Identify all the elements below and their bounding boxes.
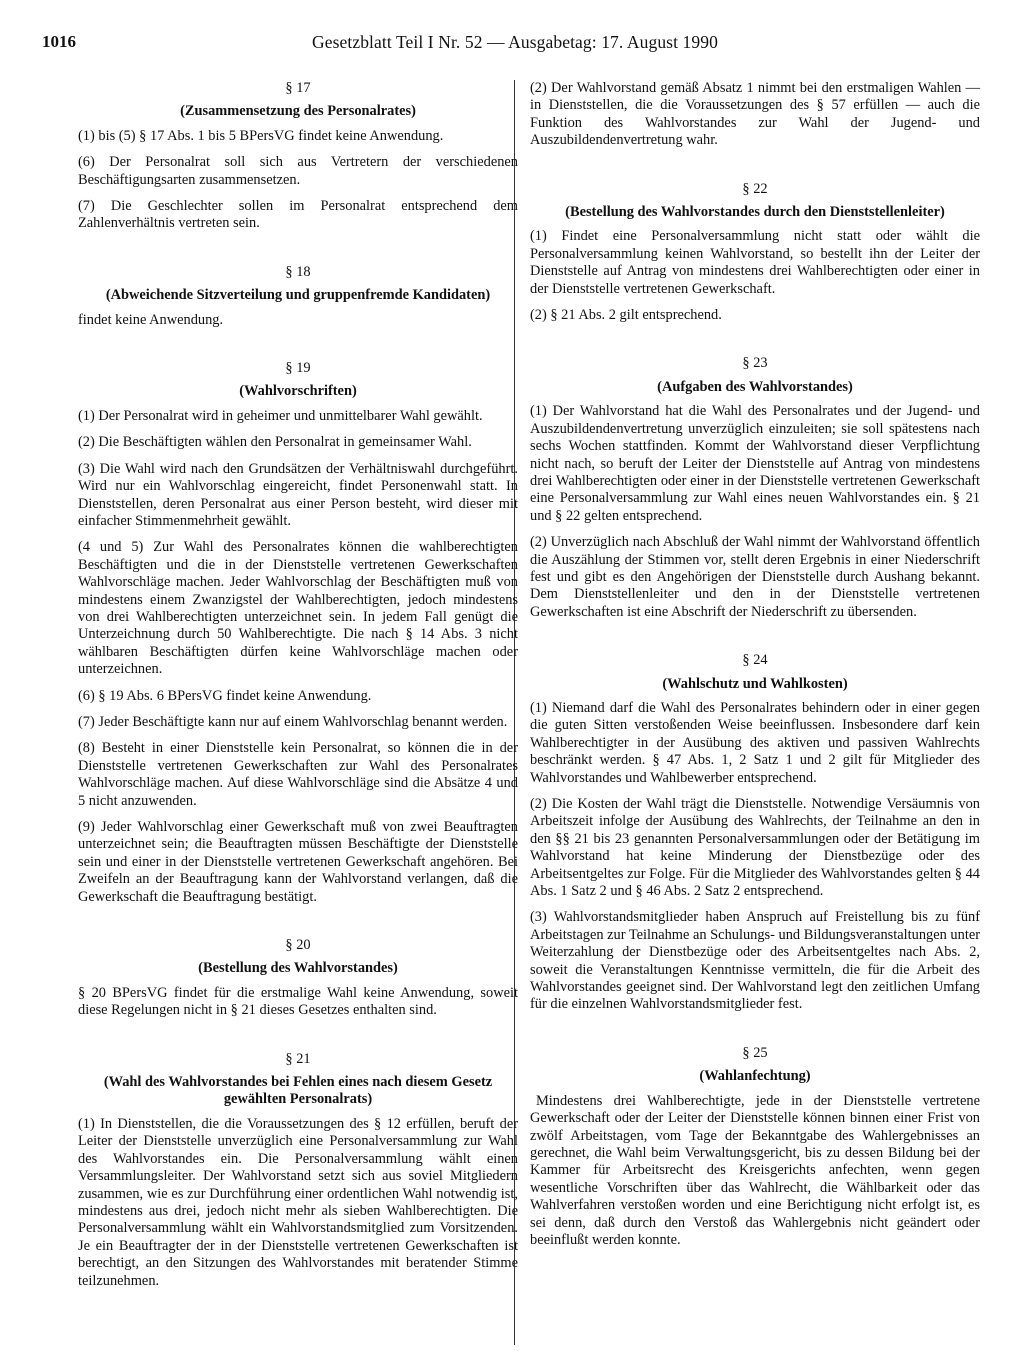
section-20 (78, 937, 518, 1020)
section-number: § 17 (285, 80, 311, 96)
paragraph: (2) Die Beschäftigten wählen den Personalrat in gemeinsamer Wahl. (78, 434, 472, 451)
section-number: § 23 (742, 355, 768, 372)
section-18 (78, 264, 518, 329)
section-number: § 24 (742, 652, 768, 669)
right-column (530, 80, 980, 1258)
page-header (42, 30, 982, 56)
paragraph: § 20 BPersVG findet für die erstmalige Wahl keine Anwendung, soweit diese Regelungen nicht in § 21 dieses Gesetzes enthalten sind. (78, 984, 518, 1019)
paragraph: (1) Findet eine Personalversammlung nicht statt oder wählt die Personalversammlung keinen Wahlvorstand, so bestellt ihn der Leiter der Dienststelle auf Antrag von mindestens drei Wahlberechtigten oder einer in der Dienststelle vertretenen Gewerkschaft. (530, 228, 980, 297)
section-22 (530, 181, 980, 325)
paragraph: (2) Unverzüglich nach Abschluß der Wahl nimmt der Wahlvorstand öffentlich die Auszählung der Stimmen vor, stellt deren Ergebnis in einer Niederschrift fest und gibt es den Angehörigen der Dienststelle durch Aushang bekannt. Dem Dienststellenleiter und den in der Dienststelle vertretenen Gewerkschaften ist eine Abschrift der Niederschrift zu übersenden. (530, 534, 980, 620)
section-title: (Bestellung des Wahlvorstandes durch den Dienststellenleiter) (565, 204, 945, 221)
section-24 (530, 652, 980, 1014)
section-23 (530, 355, 980, 621)
paragraph: (1) Der Personalrat wird in geheimer und unmittelbarer Wahl gewählt. (78, 407, 483, 424)
paragraph: (8) Besteht in einer Dienststelle kein Personalrat, so können die in der Dienststelle vertretenen Gewerkschaften zur Wahl des Personalrates Wahlvorschläge machen. Auf diese Wahlvorschläge sind die Absätze 4 und 5 nicht anzuwenden. (78, 740, 518, 809)
section-25 (530, 1045, 980, 1249)
section-title: (Bestellung des Wahlvorstandes) (198, 960, 398, 977)
section-number: § 19 (285, 360, 311, 377)
paragraph: (6) § 19 Abs. 6 BPersVG findet keine Anwendung. (78, 687, 372, 704)
left-column (78, 80, 518, 1299)
section-21-continued (530, 80, 980, 150)
paragraph: (4 und 5) Zur Wahl des Personalrates können die wahlberechtigten Beschäftigten und die in der Dienststelle vertretenen Gewerkschaften Wahlvorschläge machen. Jeder Wahlvorschlag der Beschäftigten muß von mindestens einem Zwanzigstel der Wahlberechtigten, jedoch mindestens von drei Wahlberechtigten unterzeichnet sein. In jedem Fall genügt die Unterzeichnung durch 50 Wahlberechtigte. Die nach § 14 Abs. 3 nicht wählbaren Beschäftigten dürfen keine Wahlvorschläge machen oder unterzeichnen. (78, 539, 518, 678)
paragraph: (3) Wahlvorstandsmitglieder haben Anspruch auf Freistellung bis zu fünf Arbeitstagen zur Teilnahme an Schulungs- und Bildungsveranstaltungen unter Weiterzahlung der Dienstbezüge oder des Arbeitsentgeltes nach Abs. 2, soweit die Veranstaltungen Kenntnisse vermitteln, die für die Arbeit des Wahlvorstandes geeignet sind. Der Wahlvorstand legt den zeitlichen Umfang für die einzelnen Wahlvorstandsmitglieder fest. (530, 909, 980, 1013)
paragraph: (3) Die Wahl wird nach den Grundsätzen der Verhältniswahl durchgeführt. Wird nur ein Wahlvorschlag eingereicht, findet Personenwahl statt. In Dienststellen, deren Personalrat aus einer Person besteht, wird dieser mit einfacher Stimmenmehrheit gewählt. (78, 460, 518, 529)
paragraph: (2) Die Kosten der Wahl trägt die Dienststelle. Notwendige Versäumnis von Arbeitszeit infolge der Ausübung des Wahlrechts, der Teilnahme an den in den §§ 21 bis 23 genannten Personalversammlungen oder der Betätigung im Wahlvorstand hat keine Minderung der Dienstbezüge oder des Arbeitsentgeltes zur Folge. Für die Mitglieder des Wahlvorstandes gelten § 44 Abs. 1 Satz 2 und § 46 Abs. 2 Satz 2 entsprechend. (530, 796, 980, 900)
section-21 (78, 1051, 518, 1290)
paragraph: (1) bis (5) § 17 Abs. 1 bis 5 BPersVG findet keine Anwendung. (78, 127, 444, 144)
section-title: (Wahl des Wahlvorstandes bei Fehlen eines nach diesem Gesetz gewählten Personalrats) (103, 1074, 493, 1108)
section-number: § 20 (285, 937, 311, 954)
section-title: (Aufgaben des Wahlvorstandes) (657, 378, 853, 395)
section-number: § 18 (285, 263, 311, 280)
paragraph: (7) Jeder Beschäftigte kann nur auf einem Wahlvorschlag benannt werden. (78, 713, 508, 730)
section-19 (78, 360, 518, 906)
paragraph: findet keine Anwendung. (78, 311, 224, 328)
gazette-title: Gesetzblatt Teil I Nr. 52 — Ausgabetag: 17. August 1990 (312, 32, 718, 52)
section-17 (78, 80, 518, 233)
section-title: (Wahlschutz und Wahlkosten) (662, 675, 848, 692)
section-title: (Abweichende Sitzverteilung und gruppenfremde Kandidaten) (105, 287, 491, 304)
section-title: (Wahlanfechtung) (699, 1068, 811, 1085)
paragraph: (1) Der Wahlvorstand hat die Wahl des Personalrates und der Jugend- und Auszubildendenvertretung unverzüglich einzuleiten; sie soll spätestens nach sechs Wochen stattfinden. Kommt der Wahlvorstand dieser Verpflichtung nicht nach, so beruft der Leiter der Dienststelle auf Antrag von mindestens drei Wahlberechtigten oder einer in der Dienststelle vertretenen Gewerkschaft eine Personalversammlung zur Wahl eines neuen Wahlvorstandes ein. § 21 und § 22 gelten entsprechend. (530, 403, 980, 524)
section-number: § 21 (285, 1050, 311, 1067)
paragraph: (9) Jeder Wahlvorschlag einer Gewerkschaft muß von zwei Beauftragten unterzeichnet sein; die Beauftragten müssen Beschäftigte der Dienststelle sein und einer in der Dienststelle vertretenen Gewerkschaft angehören. Bei Zweifeln an der Beauftragung kann der Wahlvorstand verlangen, daß die Gewerkschaft die Beauftragung bestätigt. (78, 819, 518, 905)
page-number: 1016 (42, 32, 76, 51)
paragraph: (2) Der Wahlvorstand gemäß Absatz 1 nimmt bei den erstmaligen Wahlen — in Dienststellen, die die Voraussetzungen des § 57 erfüllen — auch die Funktion des Wahlvorstandes zur Wahl der Jugend- und Auszubildendenvertretung wahr. (530, 80, 980, 149)
paragraph: (6) Der Personalrat soll sich aus Vertretern der verschiedenen Beschäftigungsarten zusammensetzen. (78, 154, 518, 188)
paragraph: (7) Die Geschlechter sollen im Personalrat entsprechend dem Zahlenverhältnis vertreten sein. (78, 198, 518, 232)
section-title: (Zusammensetzung des Personalrates) (180, 103, 416, 120)
paragraph: Mindestens drei Wahlberechtigte, jede in der Dienststelle vertretene Gewerkschaft oder der Leiter der Dienststelle können binnen einer Frist von zwölf Arbeitstagen, vom Tage der Bekanntgabe des Wahlergebnisses an gerechnet, die Wahl beim Verwaltungsgericht, bis zu dessen Bildung bei der Kammer für Arbeitsrecht des Kreisgerichts anfechten, wenn gegen wesentliche Vorschriften über das Wahlrecht, die Wählbarkeit oder das Wahlverfahren verstoßen worden und eine Berichtigung nicht erfolgt ist, es sei denn, daß durch den Verstoß das Wahlergebnis nicht geändert oder beeinflußt werden konnte. (530, 1092, 980, 1248)
paragraph: (2) § 21 Abs. 2 gilt entsprechend. (530, 307, 722, 324)
section-number: § 22 (742, 180, 768, 197)
paragraph: (1) In Dienststellen, die die Voraussetzungen des § 12 erfüllen, beruft der Leiter der Dienststelle unverzüglich eine Personalversammlung zur Wahl des Wahlvorstandes ein. Die Personalversammlung wählt einen Versammlungsleiter. Der Wahlvorstand setzt sich aus soviel Mitgliedern zusammen, wie es zur Durchführung einer ordentlichen Wahl notwendig ist, mindestens aus drei, jedoch nicht mehr als sieben Wahlberechtigten. Die Personalversammlung wählt ein Wahlvorstandsmitglied zum Vorsitzenden. Je ein Beauftragter der in der Dienststelle vertretenen Gewerkschaften ist berechtigt, an den Sitzungen des Wahlvorstandes mit beratender Stimme teilzunehmen. (78, 1115, 518, 1289)
section-number: § 25 (742, 1044, 768, 1061)
paragraph: (1) Niemand darf die Wahl des Personalrates behindern oder in einer gegen die guten Sitten verstoßenden Weise beeinflussen. Insbesondere darf kein Wahlberechtigter in der Ausübung des aktiven und passiven Wahlrechts beschränkt werden. § 47 Abs. 1, 2 Satz 1 und 2 gilt für Mitglieder des Wahlvorstandes und Wahlbewerber entsprechend. (530, 699, 980, 786)
section-title: (Wahlvorschriften) (239, 383, 357, 400)
